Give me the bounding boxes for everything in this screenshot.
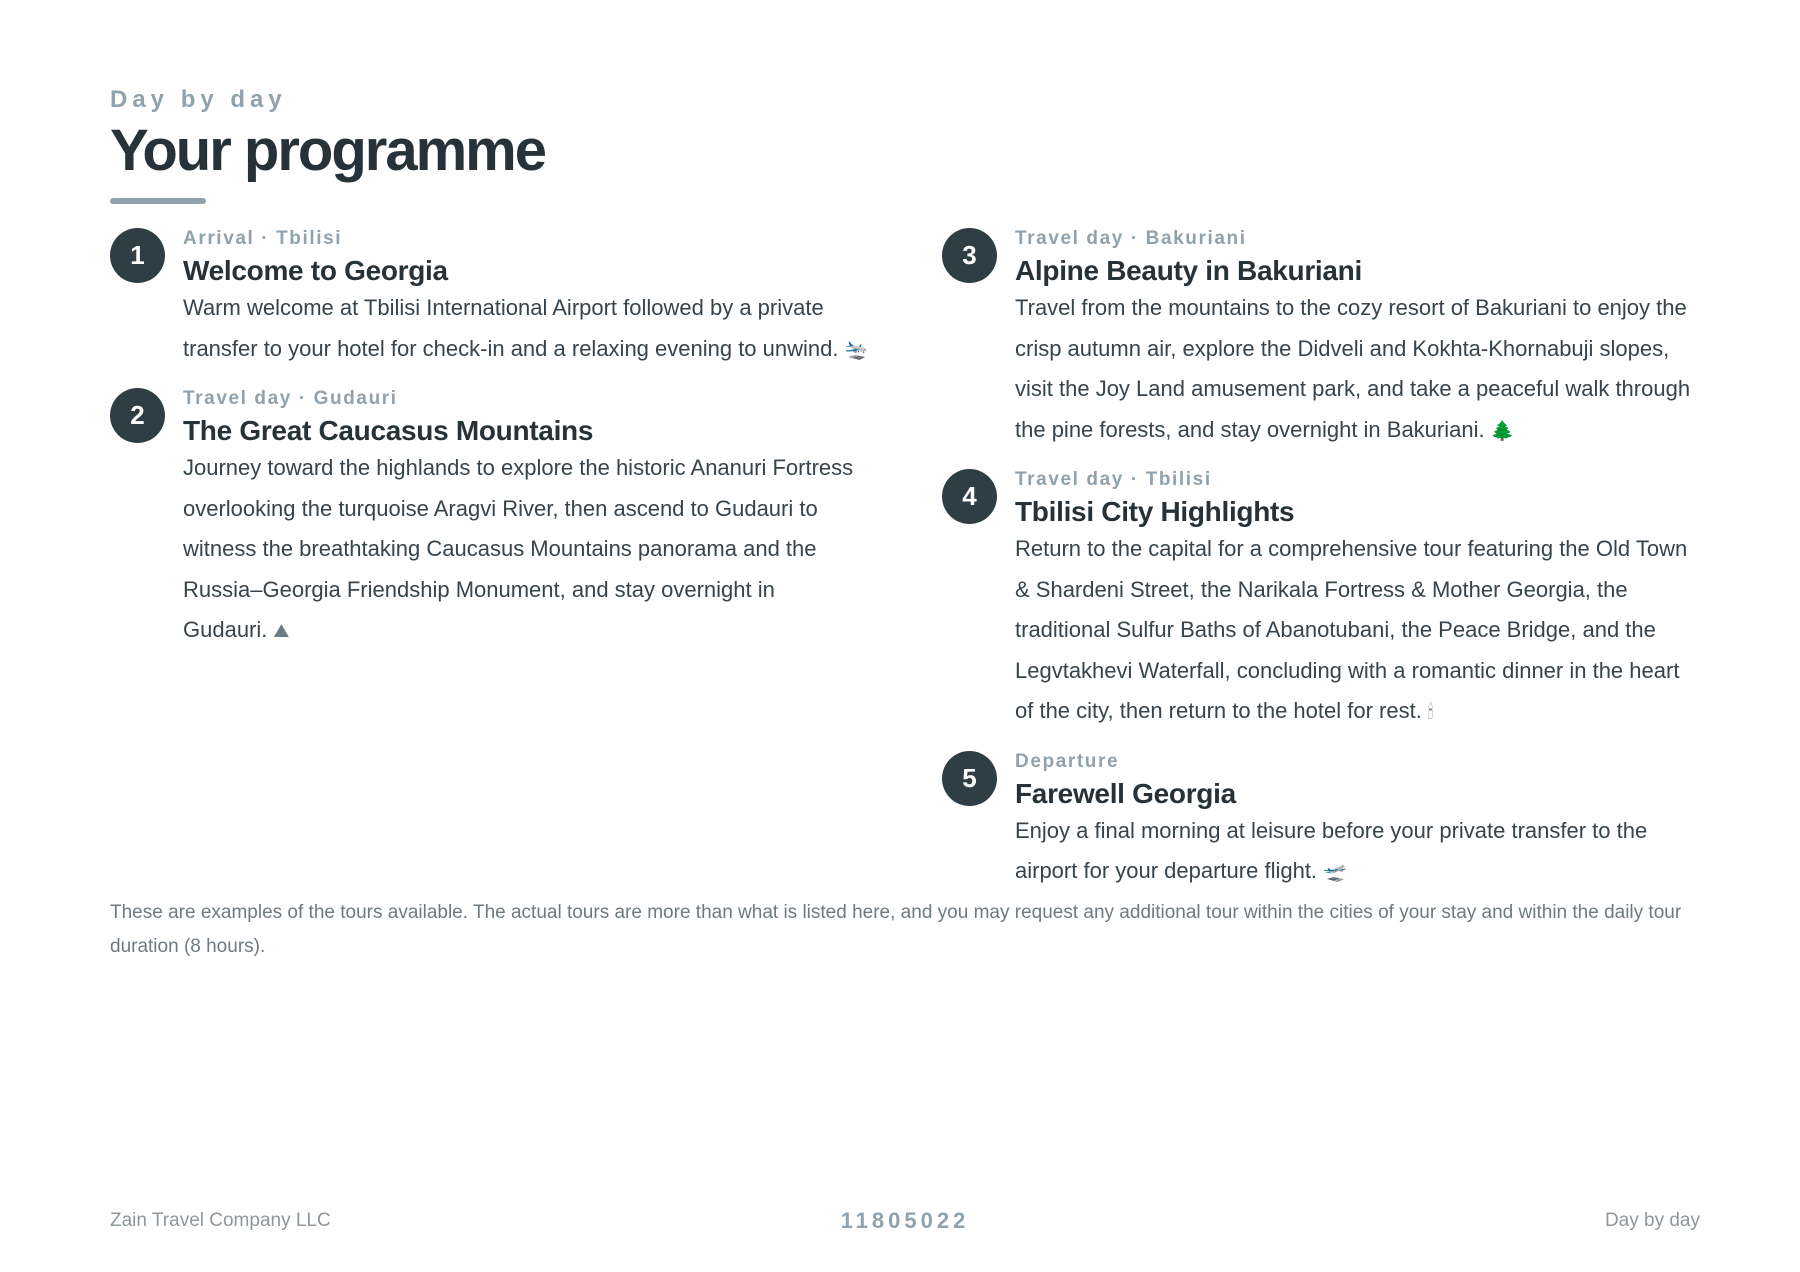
itinerary-column-left <box>110 228 870 670</box>
day-description-text: Return to the capital for a comprehensive tour featuring the Old Town & Shardeni Street, the Narikala Fortress & Mother Georgia, the traditional Sulfur Baths of Abanotubani, the Peace Bridge, and the Legvtakhevi Waterfall, concluding with a romantic dinner in the heart of the city, then return to the hotel for rest. <box>1015 536 1688 723</box>
day-kicker: Travel day · Tbilisi <box>1015 469 1212 490</box>
day-title: Welcome to Georgia <box>183 255 448 286</box>
pine-tree-icon: 🌲 <box>1490 419 1515 442</box>
day-number-badge: 5 <box>942 751 997 806</box>
day-description <box>1015 288 1702 451</box>
day-description <box>1015 529 1702 733</box>
day-description <box>1015 811 1702 893</box>
day-kicker: Arrival · Tbilisi <box>183 228 343 249</box>
day-kicker: Travel day · Bakuriani <box>1015 228 1247 249</box>
title-underline <box>110 198 206 204</box>
footer-section-label: Day by day <box>1604 1210 1700 1231</box>
day-title: Tbilisi City Highlights <box>1015 496 1295 527</box>
day-kicker: Travel day · Gudauri <box>183 388 398 409</box>
day-kicker: Departure <box>1015 750 1120 772</box>
day-title: The Great Caucasus Mountains <box>183 415 594 446</box>
mountain-icon: ⛰ <box>273 620 290 642</box>
day-description <box>183 288 870 370</box>
day-item-3 <box>942 228 1702 451</box>
candle-icon: 🕯 <box>1427 701 1434 723</box>
day-number-badge: 3 <box>942 228 997 283</box>
day-description-text: Travel from the mountains to the cozy resort of Bakuriani to enjoy the crisp autumn air, explore the Didveli and Kokhta-Khornabuji slopes, visit the Joy Land amusement park, and take a peaceful walk through the pine forests, and stay overnight in Bakuriani. <box>1015 295 1691 442</box>
day-number-badge: 2 <box>110 388 165 443</box>
airplane-departing-icon: 🛫 <box>1323 861 1347 883</box>
day-description <box>183 448 870 652</box>
day-item-5 <box>942 751 1702 893</box>
day-item-4 <box>942 469 1702 733</box>
section-eyebrow: Day by day <box>110 86 287 113</box>
day-title: Alpine Beauty in Bakuriani <box>1015 255 1362 286</box>
day-item-2 <box>110 388 870 652</box>
page-footer <box>110 1210 1700 1240</box>
tours-disclaimer-note: These are examples of the tours available. The actual tours are more than what is listed here, and you may request any additional tour within the cities of your stay and within the daily tour duration (8 hours). <box>110 902 1682 957</box>
footer-reference-code: 11805022 <box>840 1208 970 1233</box>
day-number-badge: 4 <box>942 469 997 524</box>
day-description-text: Journey toward the highlands to explore the historic Ananuri Fortress overlooking the turquoise Aragvi River, then ascend to Gudauri to witness the breathtaking Caucasus Mountains panorama and the Russia–Georgia Friendship Monument, and stay overnight in Gudauri. <box>183 455 854 642</box>
day-description-text: Enjoy a final morning at leisure before your private transfer to the airport for your departure flight. <box>1015 817 1648 883</box>
day-item-1 <box>110 228 870 370</box>
footer-company-name: Zain Travel Company LLC <box>110 1210 331 1231</box>
itinerary-column-right <box>942 228 1702 911</box>
airplane-arriving-icon: 🛬 <box>844 338 869 361</box>
day-number-badge: 1 <box>110 228 165 283</box>
day-title: Farewell Georgia <box>1015 777 1236 809</box>
day-description-text: Warm welcome at Tbilisi International Airport followed by a private transfer to your hotel for check-in and a relaxing evening to unwind. <box>183 295 839 361</box>
programme-page <box>110 0 1700 1272</box>
page-title: Your programme <box>110 118 546 183</box>
